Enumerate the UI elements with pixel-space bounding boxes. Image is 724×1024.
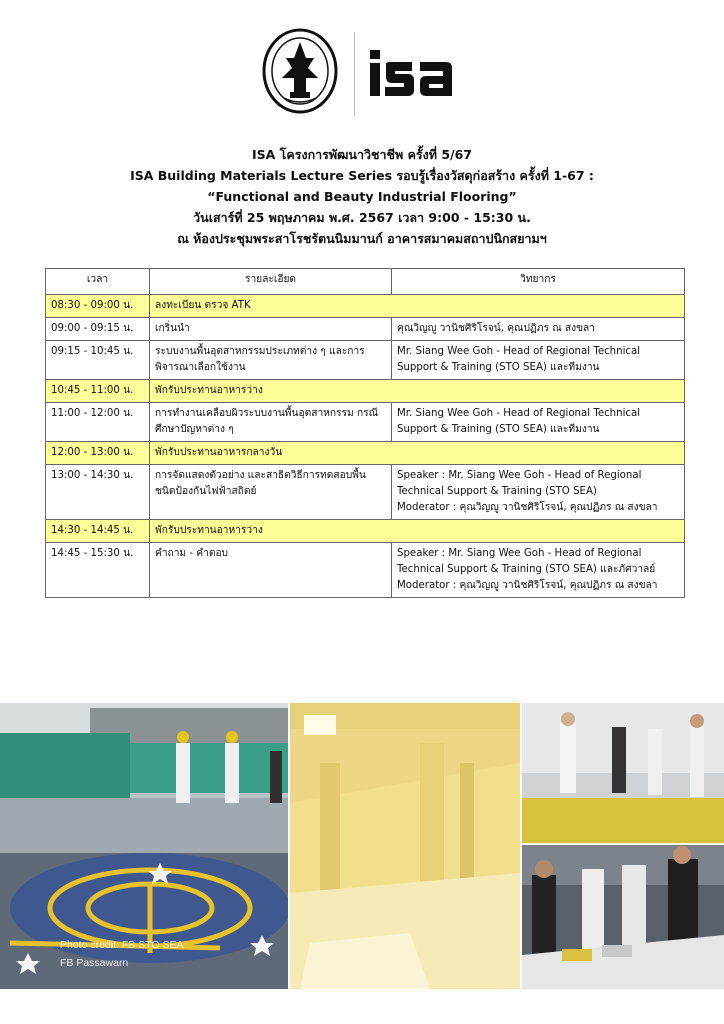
row-detail: พักรับประทานอาหารกลางวัน	[150, 442, 685, 465]
photo-sample-exhibition	[522, 845, 724, 989]
row-time: 09:00 - 09:15 น.	[46, 318, 150, 341]
table-row	[46, 295, 685, 318]
row-speaker	[392, 318, 685, 341]
title-date: วันเสาร์ที่ 25 พฤษภาคม พ.ศ. 2567 เวลา 9:00 - 15:30 น.	[193, 210, 531, 225]
row-time: 10:45 - 11:00 น.	[46, 380, 150, 403]
speaker-line: Technical Support & Training (STO SEA)	[397, 486, 597, 497]
row-time: 08:30 - 09:00 น.	[46, 295, 150, 318]
table-row	[46, 465, 685, 520]
row-detail: ระบบงานพื้นอุตสาหกรรมประเภทต่าง ๆ และการพิจารณาเลือกใช้งาน	[150, 341, 392, 380]
photo-yellow-interior-floor	[290, 703, 520, 989]
speaker-line: Support & Training (STO SEA) และทีมงาน	[397, 362, 600, 373]
header-logos	[0, 28, 724, 120]
photo-credit-1: Photo credit: FB STO SEA	[60, 939, 184, 951]
table-row	[46, 442, 685, 465]
table-row	[46, 543, 685, 598]
row-time: 09:15 - 10:45 น.	[46, 341, 150, 380]
speaker-line: Speaker : Mr. Siang Wee Goh - Head of Regional	[397, 470, 642, 481]
row-time: 11:00 - 12:00 น.	[46, 403, 150, 442]
header-detail: รายละเอียด	[150, 269, 392, 295]
row-time: 14:45 - 15:30 น.	[46, 543, 150, 598]
speaker-line: Mr. Siang Wee Goh - Head of Regional Technical	[397, 408, 641, 419]
table-row	[46, 403, 685, 442]
isa-wordmark-logo	[368, 40, 468, 100]
row-time: 14:30 - 14:45 น.	[46, 520, 150, 543]
row-speaker	[392, 465, 685, 520]
photo-collage	[0, 703, 724, 989]
speaker-line: Technical Support & Training (STO SEA) และภัศวาลย์	[397, 564, 656, 575]
title-venue: ณ ห้องประชุมพระสาโรชรัตนนิมมานก์ อาคารสมาคมสถาปนิกสยามฯ	[177, 231, 547, 246]
row-detail: คำถาม - คำตอบ	[150, 543, 392, 598]
speaker-line: Speaker : Mr. Siang Wee Goh - Head of Regional	[397, 548, 642, 559]
header-speaker: วิทยากร	[392, 269, 685, 295]
title-line-2: ISA Building Materials Lecture Series รอบรู้เรื่องวัสดุก่อสร้าง ครั้งที่ 1-67 :	[130, 168, 594, 183]
row-detail: ลงทะเบียน ตรวจ ATK	[150, 295, 685, 318]
row-speaker	[392, 543, 685, 598]
title-line-3: “Functional and Beauty Industrial Flooring”	[207, 189, 517, 204]
logo-divider	[354, 32, 355, 116]
row-detail: พักรับประทานอาหารว่าง	[150, 380, 685, 403]
speaker-line: Moderator : คุณวิญญู วานิชศิริโรจน์, คุณปฏิภร ณ สงขลา	[397, 502, 658, 513]
table-row	[46, 318, 685, 341]
speaker-line: Support & Training (STO SEA) และทีมงาน	[397, 424, 600, 435]
event-title-block	[0, 144, 724, 249]
row-time: 12:00 - 13:00 น.	[46, 442, 150, 465]
table-row	[46, 341, 685, 380]
speaker-line: คุณวิญญู วานิชศิริโรจน์, คุณปฏิภร ณ สงขลา	[397, 323, 596, 334]
speaker-line: Moderator : คุณวิญญู วานิชศิริโรจน์, คุณปฏิภร ณ สงขลา	[397, 580, 658, 591]
schedule-table	[45, 268, 685, 598]
photo-credit-2: FB Passawarn	[60, 957, 129, 969]
speaker-line: Mr. Siang Wee Goh - Head of Regional Technical	[397, 346, 641, 357]
isa-seal-logo	[262, 28, 338, 114]
row-detail: พักรับประทานอาหารว่าง	[150, 520, 685, 543]
header-time: เวลา	[46, 269, 150, 295]
table-header-row	[46, 269, 685, 295]
row-time: 13:00 - 14:30 น.	[46, 465, 150, 520]
row-speaker	[392, 403, 685, 442]
row-speaker	[392, 341, 685, 380]
table-row	[46, 520, 685, 543]
row-detail: เกริ่นนำ	[150, 318, 392, 341]
photo-floor-demonstration	[522, 703, 724, 843]
table-row	[46, 380, 685, 403]
title-line-1: ISA โครงการพัฒนาวิชาชีพ ครั้งที่ 5/67	[252, 147, 472, 162]
row-detail: การจัดแสดงตัวอย่าง และสาธิตวิธีการทดสอบพื้นชนิดป้องกันไฟฟ้าสถิตย์	[150, 465, 392, 520]
row-detail: การทำงานเคลือบผิวระบบงานพื้นอุตสาหกรรม กรณีศึกษาปัญหาต่าง ๆ	[150, 403, 392, 442]
